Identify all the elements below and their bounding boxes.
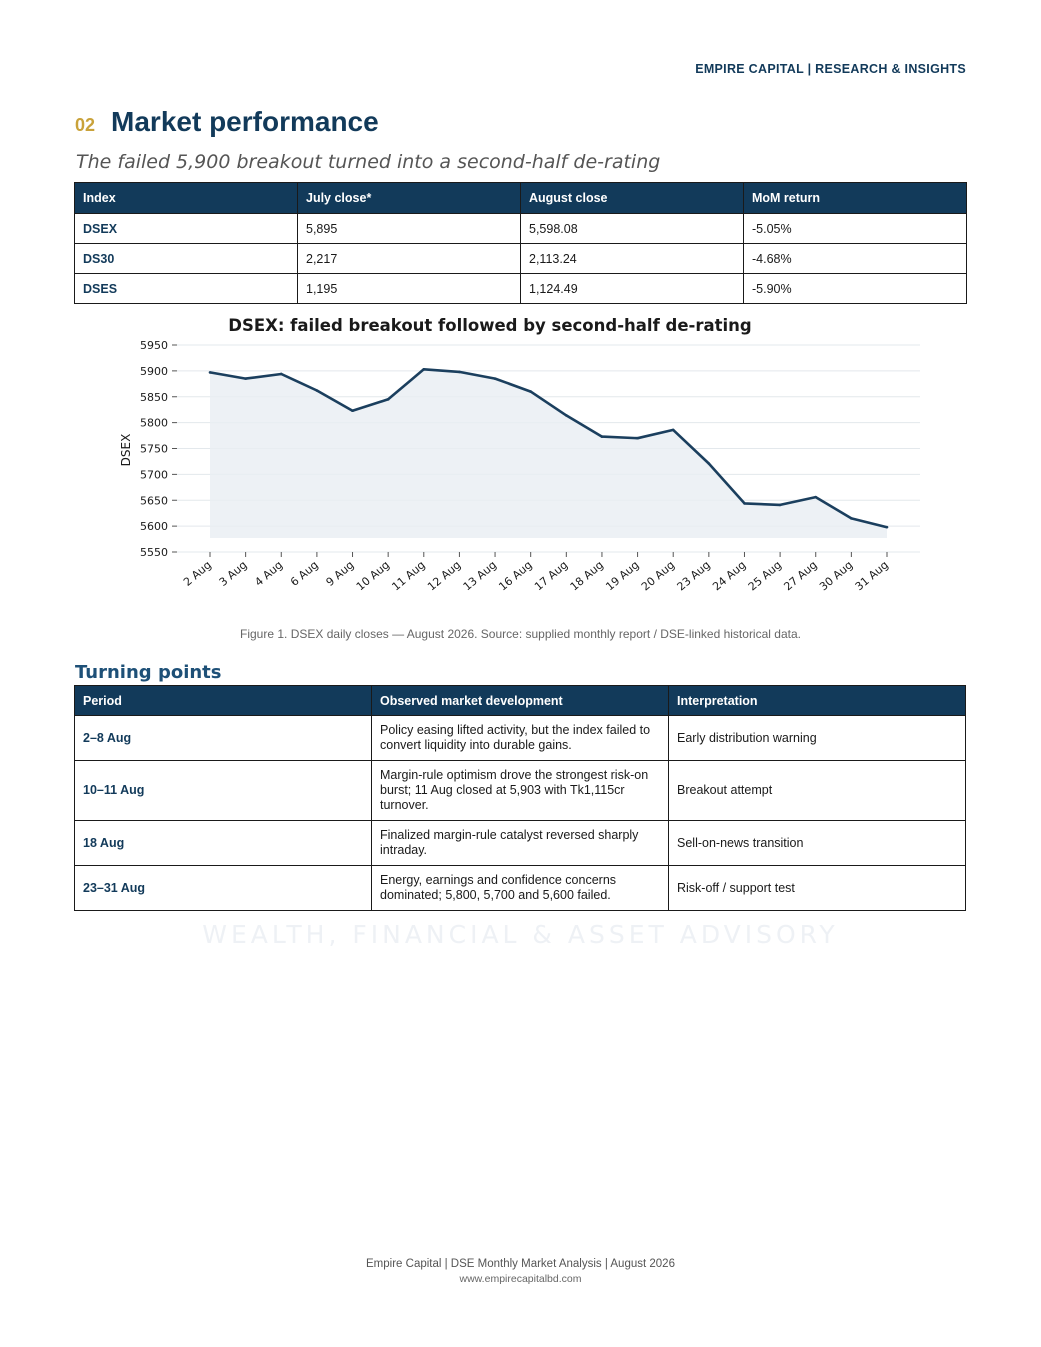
table-row (75, 761, 966, 821)
data-point (779, 504, 782, 507)
series-area (210, 369, 887, 538)
index-name: DS30 (75, 244, 298, 274)
index-table-header (75, 183, 967, 214)
interpretation-cell: Breakout attempt (669, 761, 966, 821)
development-cell: Margin-rule optimism drove the strongest risk-on burst; 11 Aug closed at 5,903 with Tk1,115cr turnover. (372, 761, 669, 821)
header-cell: Period (75, 686, 372, 716)
data-point (814, 496, 817, 499)
data-point (351, 409, 354, 412)
period-cell: 23–31 Aug (75, 866, 372, 911)
data-point (636, 437, 639, 440)
dsex-chart (110, 310, 940, 610)
data-point (565, 414, 568, 417)
header-cell: Index (75, 183, 298, 214)
table-cell: 5,598.08 (521, 214, 744, 244)
x-tick-label: 11 Aug (389, 558, 428, 594)
interpretation-cell: Sell-on-news transition (669, 821, 966, 866)
data-point (708, 462, 711, 465)
table-cell: 5,895 (298, 214, 521, 244)
period-cell: 10–11 Aug (75, 761, 372, 821)
turning-points-table (74, 685, 966, 911)
header-brand: EMPIRE CAPITAL | RESEARCH & INSIGHTS (695, 62, 966, 76)
y-tick-label: 5950 (140, 339, 168, 352)
data-point (209, 371, 212, 374)
index-table (74, 182, 967, 304)
data-point (458, 371, 461, 374)
x-tick-label: 25 Aug (745, 558, 785, 594)
chart-ylabel: DSEX (119, 433, 133, 467)
y-tick-label: 5800 (140, 416, 168, 430)
x-tick-label: 6 Aug (287, 558, 321, 589)
table-cell: 2,113.24 (521, 244, 744, 274)
table-row (75, 821, 966, 866)
table-row (75, 716, 966, 761)
x-tick-label: 18 Aug (567, 558, 606, 594)
x-tick-label: 24 Aug (710, 558, 749, 594)
data-point (850, 517, 853, 520)
header-cell: August close (521, 183, 744, 214)
section-title (75, 106, 379, 138)
footer-url: www.empirecapitalbd.com (459, 1273, 582, 1285)
y-tick-label: 5900 (140, 364, 168, 378)
data-point (244, 377, 247, 380)
data-point (494, 377, 497, 380)
table-row (75, 244, 967, 274)
section-subtitle: The failed 5,900 breakout turned into a second-half de-rating (76, 151, 661, 173)
x-tick-label: 4 Aug (252, 558, 286, 589)
x-tick-label: 17 Aug (532, 558, 571, 594)
x-tick-label: 16 Aug (496, 558, 535, 594)
interpretation-cell: Early distribution warning (669, 716, 966, 761)
header-cell: Interpretation (669, 686, 966, 716)
header-cell: Observed market development (372, 686, 669, 716)
watermark: WEALTH, FINANCIAL & ASSET ADVISORY (202, 920, 839, 949)
x-tick-label: 20 Aug (638, 558, 678, 594)
data-point (387, 398, 390, 401)
figure-caption: Figure 1. DSEX daily closes — August 2026. Source: supplied monthly report / DSE-linked historical data. (240, 627, 801, 641)
data-point (280, 373, 283, 376)
table-row (75, 274, 967, 304)
data-point (743, 502, 746, 505)
period-cell: 18 Aug (75, 821, 372, 866)
table-cell: -5.90% (744, 274, 967, 304)
x-tick-label: 30 Aug (817, 558, 856, 594)
data-point (316, 389, 319, 392)
y-tick-label: 5850 (140, 390, 168, 404)
data-point (529, 390, 532, 393)
data-point (601, 435, 604, 438)
header-cell: MoM return (744, 183, 967, 214)
table-cell: 1,195 (298, 274, 521, 304)
x-tick-label: 13 Aug (460, 558, 499, 594)
table-row (75, 866, 966, 911)
x-tick-label: 27 Aug (781, 558, 820, 594)
x-tick-label: 23 Aug (674, 558, 713, 594)
section-number: 02 (75, 115, 96, 135)
development-cell: Energy, earnings and confidence concerns dominated; 5,800, 5,700 and 5,600 failed. (372, 866, 669, 911)
turning-points-heading: Turning points (75, 662, 222, 683)
x-tick-label: 12 Aug (425, 558, 464, 594)
x-tick-label: 31 Aug (852, 558, 891, 594)
development-cell: Finalized margin-rule catalyst reversed sharply intraday. (372, 821, 669, 866)
data-point (422, 368, 425, 371)
y-tick-label: 5700 (140, 468, 168, 482)
data-point (672, 429, 675, 432)
x-tick-label: 10 Aug (353, 558, 393, 594)
chart-title: DSEX: failed breakout followed by second-half de-rating (228, 316, 752, 335)
table-cell: 2,217 (298, 244, 521, 274)
chart-plot (209, 368, 889, 538)
period-cell: 2–8 Aug (75, 716, 372, 761)
x-tick-label: 9 Aug (323, 558, 357, 589)
development-cell: Policy easing lifted activity, but the index failed to convert liquidity into durable gains. (372, 716, 669, 761)
y-tick-label: 5600 (140, 520, 168, 534)
y-tick-label: 5750 (140, 442, 168, 456)
y-tick-label: 5550 (140, 546, 168, 559)
turning-points-header (75, 686, 966, 716)
table-cell: -5.05% (744, 214, 967, 244)
index-name: DSES (75, 274, 298, 304)
x-tick-label: 3 Aug (216, 558, 250, 589)
y-tick-label: 5650 (140, 494, 168, 508)
table-cell: -4.68% (744, 244, 967, 274)
x-tick-label: 19 Aug (603, 558, 642, 594)
x-tick-label: 2 Aug (181, 558, 214, 589)
index-name: DSEX (75, 214, 298, 244)
header-cell: July close* (298, 183, 521, 214)
table-row (75, 214, 967, 244)
data-point (886, 526, 889, 529)
footer-text: Empire Capital | DSE Monthly Market Analysis | August 2026 (366, 1258, 675, 1270)
table-cell: 1,124.49 (521, 274, 744, 304)
page-title: Market performance (111, 106, 379, 137)
interpretation-cell: Risk-off / support test (669, 866, 966, 911)
